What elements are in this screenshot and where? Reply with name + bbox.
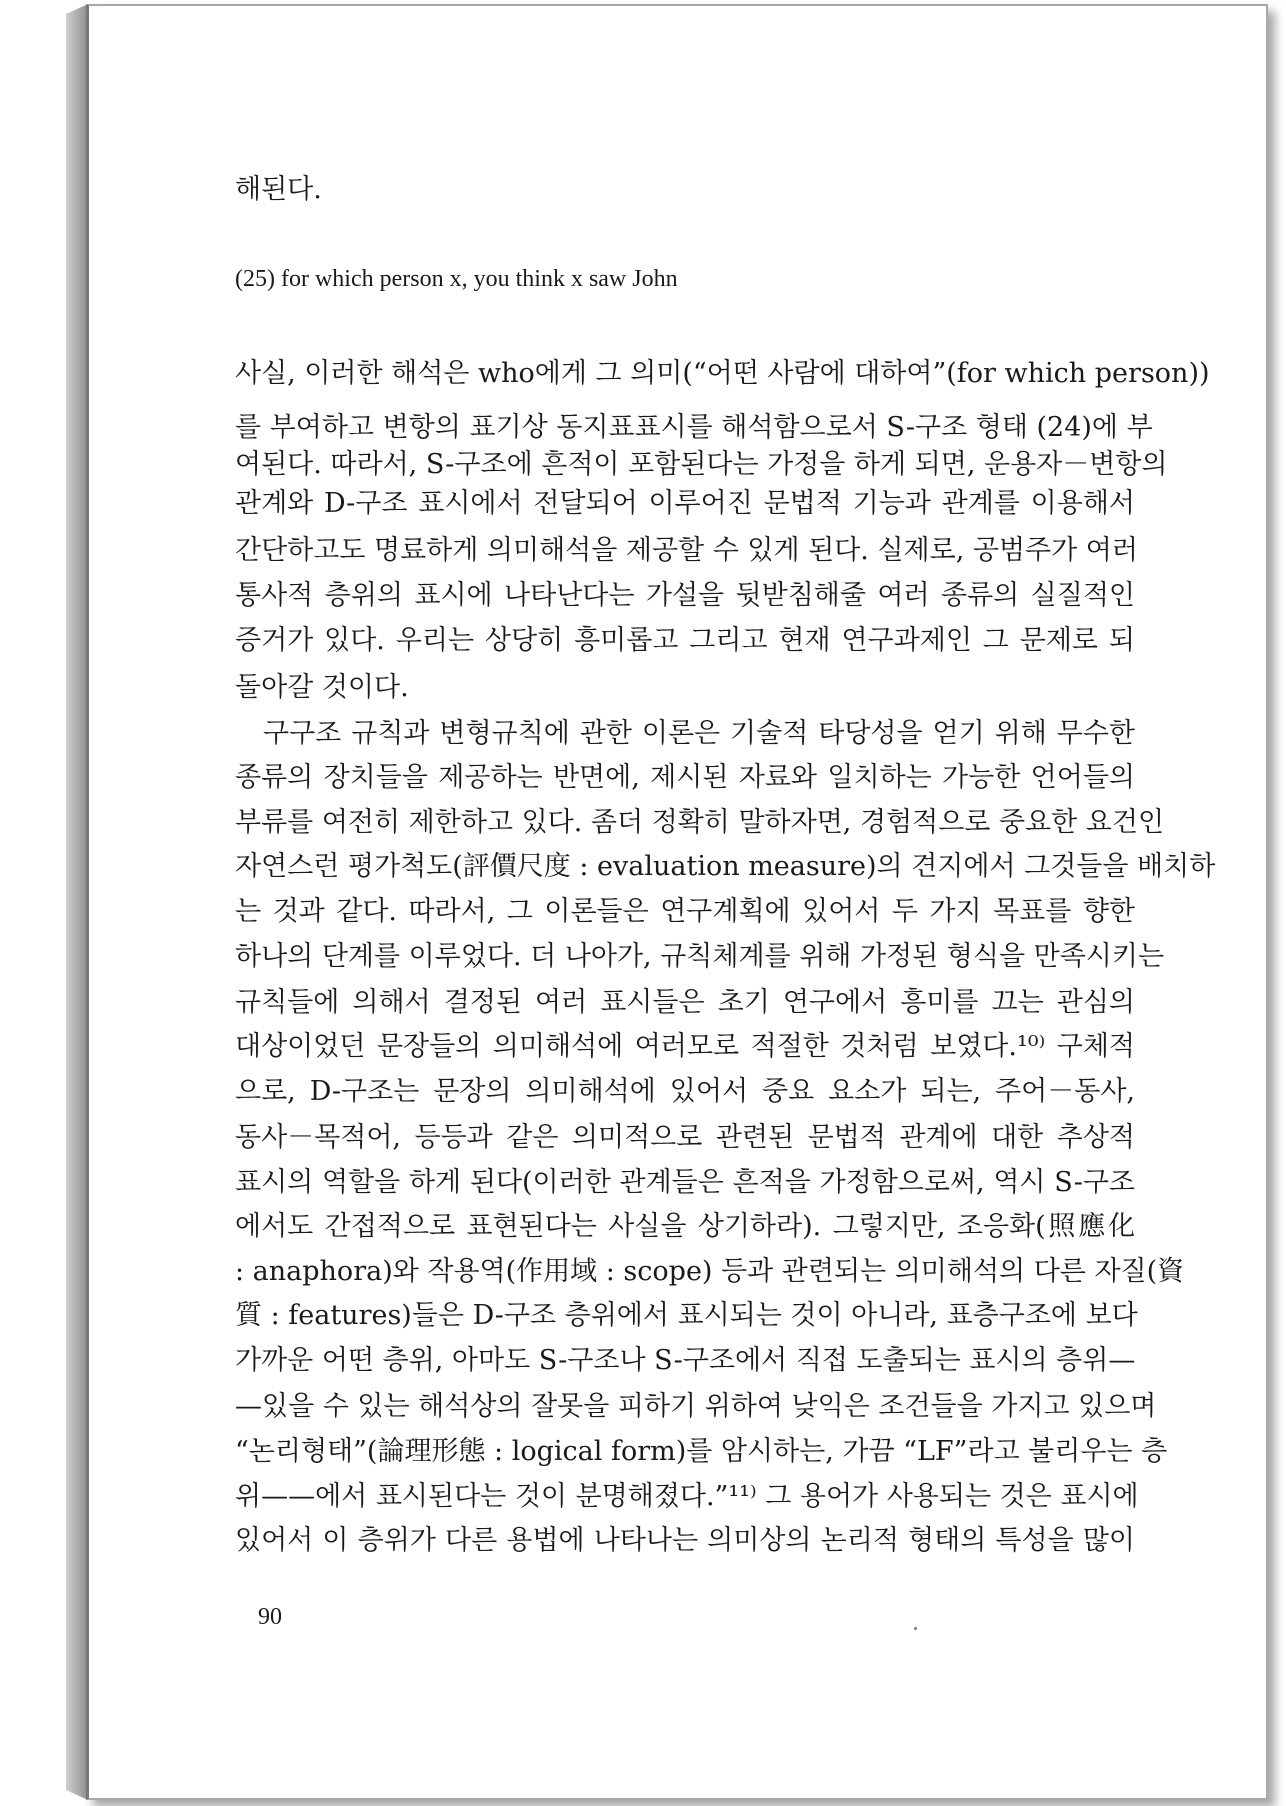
text-line: 증거가 있다. 우리는 상당히 흥미롭고 그리고 현재 연구과제인 그 문제로 되	[235, 625, 1135, 656]
text-line: 대상이었던 문장들의 의미해석에 여러모로 적절한 것처럼 보였다.¹⁰⁾ 구체적	[235, 1031, 1135, 1062]
text-line: 으로, D-구조는 문장의 의미해석에 있어서 중요 요소가 되는, 주어－동사,	[235, 1076, 1135, 1107]
text-line: 를 부여하고 변항의 표기상 동지표표시를 해석함으로서 S-구조 형태 (24)에 부	[235, 412, 1153, 443]
text-line: 여된다. 따라서, S-구조에 흔적이 포함된다는 가정을 하게 되면, 운용자－변항의	[235, 449, 1168, 480]
text-line: 표시의 역할을 하게 된다(이러한 관계들은 흔적을 가정함으로써, 역시 S-구조	[235, 1167, 1135, 1198]
top-line: 해된다.	[235, 174, 322, 205]
text-line: 사실, 이러한 해석은 who에게 그 의미(“어떤 사람에 대하여”(for which person))	[235, 358, 1210, 389]
text-line: 돌아갈 것이다.	[235, 672, 409, 703]
example-25: (25) for which person x, you think x saw John	[235, 266, 678, 292]
text-line: 있어서 이 층위가 다른 용법에 나타나는 의미상의 논리적 형태의 특성을 많이	[235, 1525, 1135, 1556]
text-line: 관계와 D-구조 표시에서 전달되어 이루어진 문법적 기능과 관계를 이용해서	[235, 488, 1135, 519]
text-line: 質 : features)들은 D-구조 층위에서 표시되는 것이 아니라, 표층구조에 보다	[235, 1300, 1138, 1331]
page-number: 90	[258, 1604, 282, 1630]
text-line: 위——에서 표시된다는 것이 분명해졌다.”¹¹⁾ 그 용어가 사용되는 것은 표시에	[235, 1481, 1139, 1512]
text-line: 규칙들에 의해서 결정된 여러 표시들은 초기 연구에서 흥미를 끄는 관심의	[235, 987, 1135, 1018]
text-line: 동사－목적어, 등등과 같은 의미적으로 관련된 문법적 관계에 대한 추상적	[235, 1122, 1135, 1153]
text-line: 가까운 어떤 층위, 아마도 S-구조나 S-구조에서 직접 도출되는 표시의 층위—	[235, 1345, 1136, 1376]
text-line: 구구조 규칙과 변형규칙에 관한 이론은 기술적 타당성을 얻기 위해 무수한	[263, 718, 1135, 749]
text-line: 자연스런 평가척도(評價尺度 : evaluation measure)의 견지에서 그것들을 배치하	[235, 851, 1216, 882]
text-line: : anaphora)와 작용역(作用域 : scope) 등과 관련되는 의미해석의 다른 자질(資	[235, 1256, 1185, 1287]
print-speck	[914, 1627, 917, 1630]
text-line: —있을 수 있는 해석상의 잘못을 피하기 위하여 낮익은 조건들을 가지고 있으며	[235, 1391, 1157, 1422]
text-line: 부류를 여전히 제한하고 있다. 좀더 정확히 말하자면, 경험적으로 중요한 요건인	[235, 807, 1165, 838]
text-line: 간단하고도 명료하게 의미해석을 제공할 수 있게 된다. 실제로, 공범주가 여러	[235, 535, 1138, 566]
text-line: 종류의 장치들을 제공하는 반면에, 제시된 자료와 일치하는 가능한 언어들의	[235, 762, 1135, 793]
text-line: 에서도 간접적으로 표현된다는 사실을 상기하라). 그렇지만, 조응화(照應化	[235, 1211, 1135, 1242]
text-line: “논리형태”(論理形態 : logical form)를 암시하는, 가끔 “LF”라고 불리우는 층	[235, 1436, 1168, 1467]
text-line: 하나의 단계를 이루었다. 더 나아가, 규칙체계를 위해 가정된 형식을 만족시키는	[235, 941, 1165, 972]
book-edge	[66, 4, 88, 1800]
text-line: 는 것과 같다. 따라서, 그 이론들은 연구계획에 있어서 두 가지 목표를 향한	[235, 896, 1135, 927]
text-line: 통사적 층위의 표시에 나타난다는 가설을 뒷받침해줄 여러 종류의 실질적인	[235, 580, 1135, 611]
